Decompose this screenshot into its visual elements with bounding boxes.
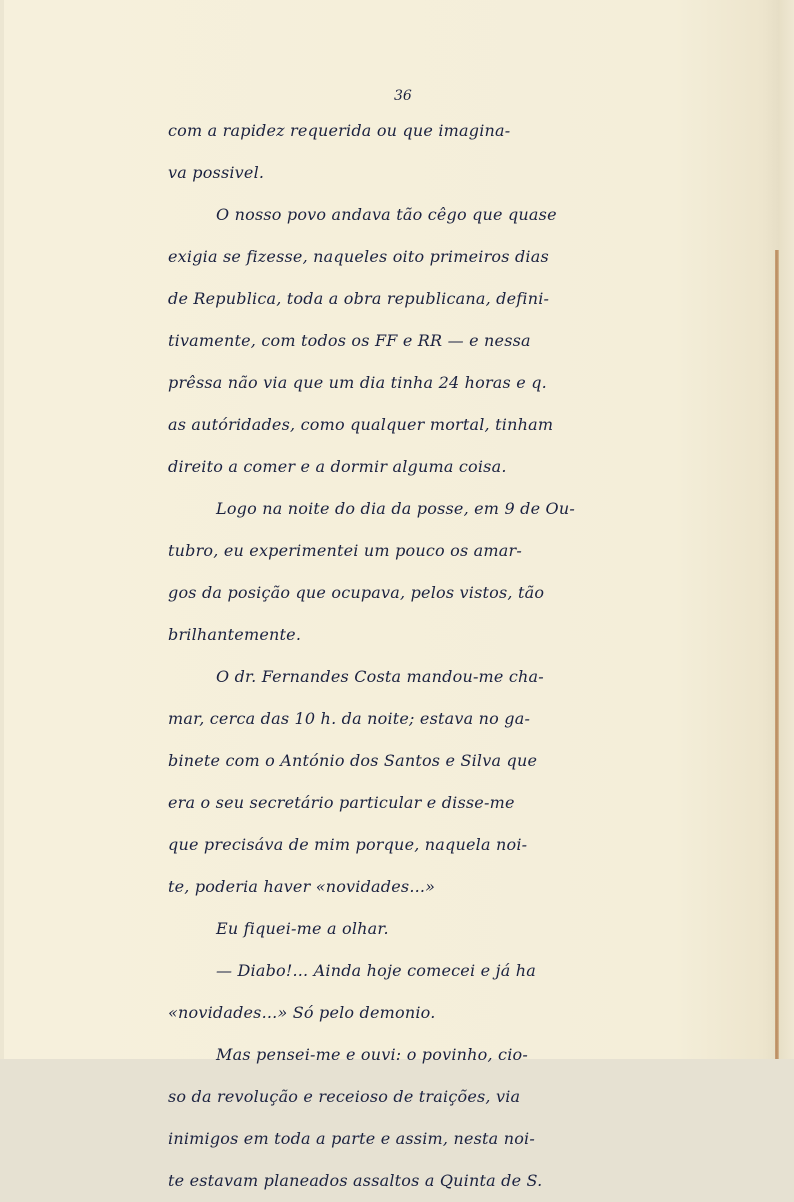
manuscript-line: prêssa não via que um dia tinha 24 horas e q. [168, 373, 547, 392]
manuscript-line: inimigos em toda a parte e assim, nesta noi- [168, 1129, 535, 1148]
manuscript-line: exigia se fizesse, naqueles oito primeiros dias [168, 247, 549, 266]
manuscript-line: direito a comer e a dormir alguma coisa. [168, 457, 507, 476]
manuscript-line: com a rapidez requerida ou que imagina- [168, 121, 511, 140]
manuscript-line: — Diabo!... Ainda hoje comecei e já ha [216, 961, 536, 980]
manuscript-line: que precisáva de mim porque, naquela noi- [168, 835, 528, 854]
manuscript-line: mar, cerca das 10 h. da noite; estava no ga- [168, 709, 531, 728]
manuscript-line: gos da posição que ocupava, pelos vistos, tão [168, 583, 545, 602]
manuscript-line: era o seu secretário particular e disse-me [168, 793, 515, 812]
next-page-edge [779, 0, 794, 1059]
manuscript-line: Logo na noite do dia da posse, em 9 de Ou- [216, 499, 575, 518]
manuscript-line: tivamente, com todos os FF e RR — e nessa [168, 331, 531, 350]
manuscript-line: va possivel. [168, 163, 265, 182]
manuscript-line: Eu fiquei-me a olhar. [216, 919, 389, 938]
manuscript-line: te estavam planeados assaltos a Quinta de S. [168, 1171, 543, 1190]
page-number: 36 [394, 88, 412, 104]
manuscript-line: binete com o António dos Santos e Silva que [168, 751, 538, 770]
manuscript-line: O dr. Fernandes Costa mandou-me cha- [216, 667, 544, 686]
manuscript-line: tubro, eu experimentei um pouco os amar- [168, 541, 522, 560]
manuscript-line: «novidades...» Só pelo demonio. [168, 1003, 436, 1022]
page-left-edge [0, 0, 4, 1059]
manuscript-line: O nosso povo andava tão cêgo que quase [216, 205, 557, 224]
manuscript-line: brilhantemente. [168, 625, 302, 644]
manuscript-line: as autóridades, como qualquer mortal, tinham [168, 415, 554, 434]
handwritten-text [168, 110, 680, 1202]
manuscript-line: de Republica, toda a obra republicana, defini- [168, 289, 550, 308]
manuscript-line: so da revolução e receioso de traições, via [168, 1087, 521, 1106]
manuscript-line: te, poderia haver «novidades...» [168, 877, 436, 896]
manuscript-line: Mas pensei-me e ouvi: o povinho, cio- [216, 1045, 528, 1064]
